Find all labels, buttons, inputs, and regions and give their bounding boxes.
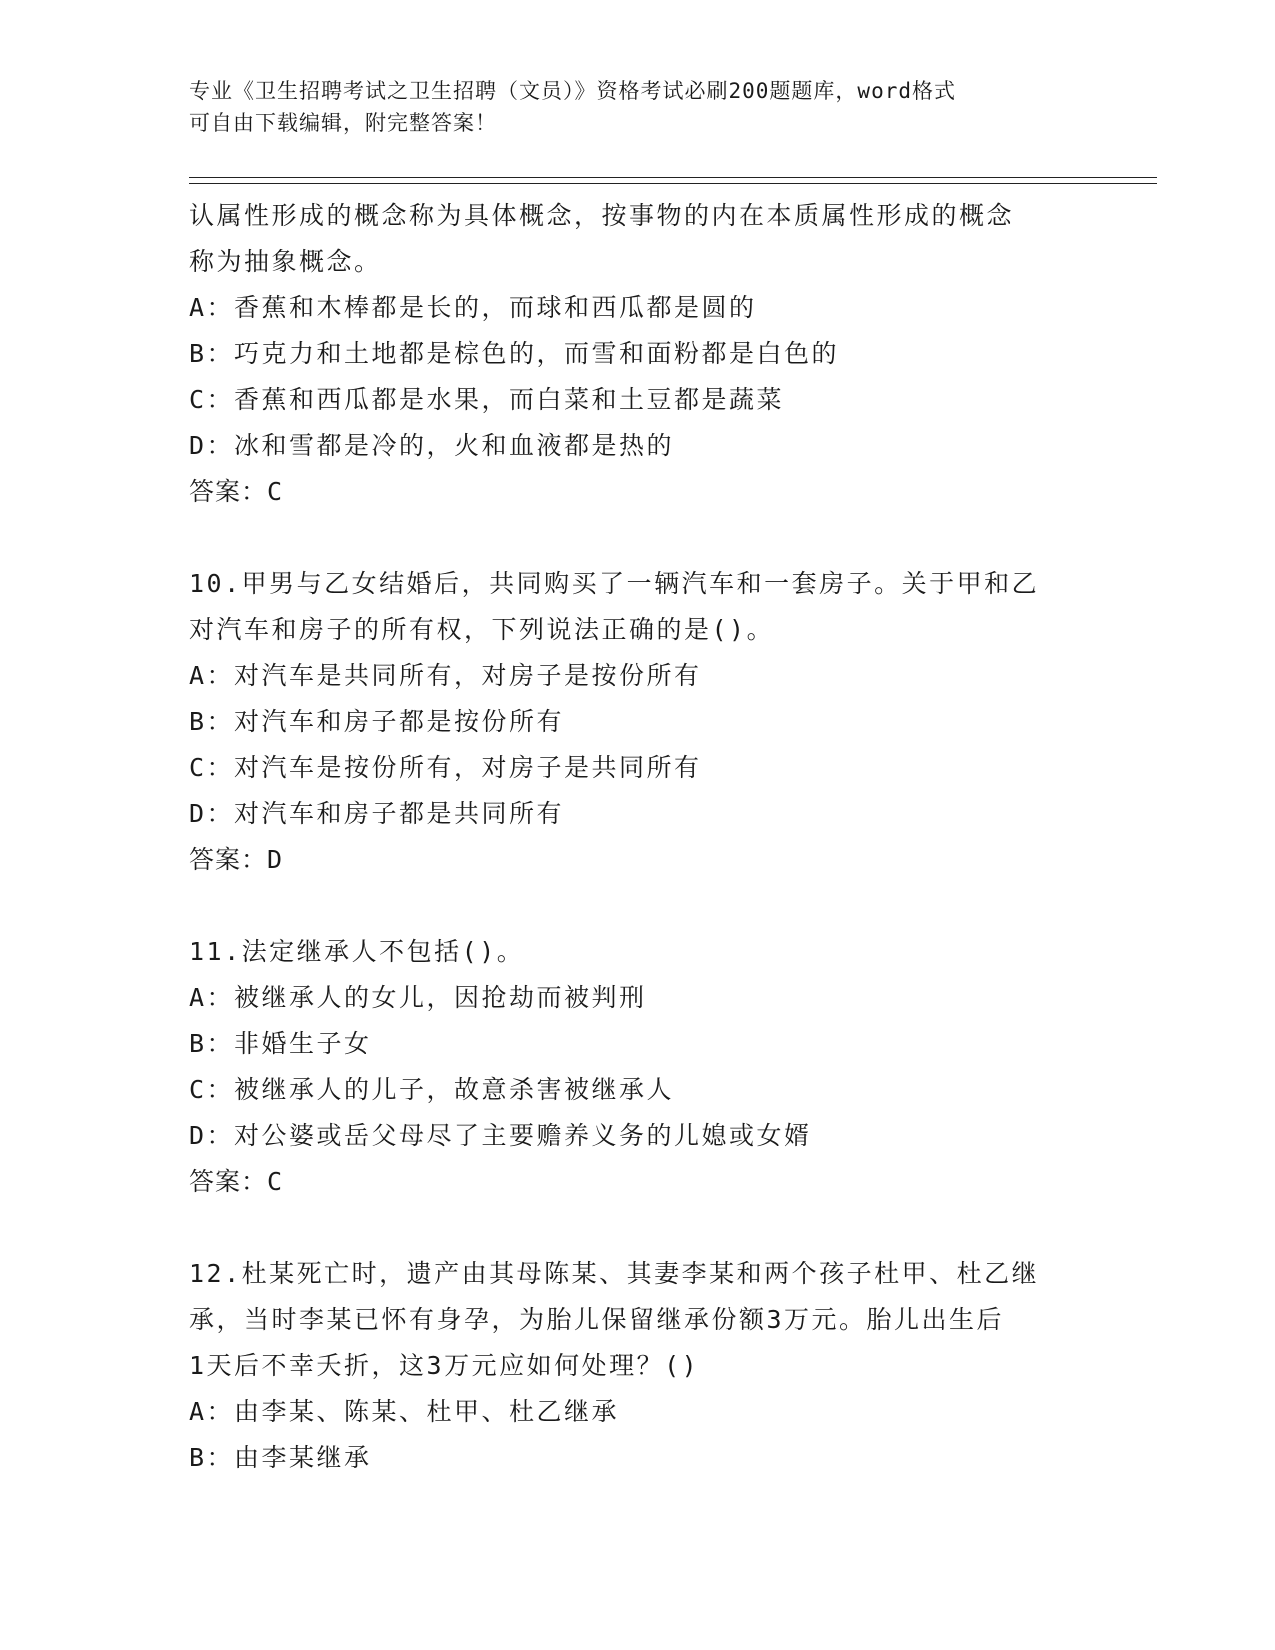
header-line-2: 可自由下载编辑，附完整答案！ <box>189 111 497 135</box>
answer-line: 答案：C <box>189 477 284 506</box>
question-11 <box>189 929 1109 1205</box>
question-stem-line: 1天后不幸夭折，这3万元应如何处理？() <box>189 1351 700 1380</box>
document-header <box>189 75 1089 139</box>
question-12 <box>189 1251 1109 1481</box>
option-c: C：被继承人的儿子，故意杀害被继承人 <box>189 1075 675 1104</box>
header-divider-bottom <box>189 183 1157 184</box>
option-b: B：巧克力和土地都是棕色的，而雪和面粉都是白色的 <box>189 339 840 368</box>
spacer <box>189 883 1109 929</box>
header-line-1: 专业《卫生招聘考试之卫生招聘（文员）》资格考试必刷200题题库，word格式 <box>189 79 956 103</box>
question-stem-line: 对汽车和房子的所有权，下列说法正确的是()。 <box>189 615 775 644</box>
option-c: C：对汽车是按份所有，对房子是共同所有 <box>189 753 702 782</box>
answer-line: 答案：D <box>189 845 284 874</box>
question-stem-line: 称为抽象概念。 <box>189 247 382 276</box>
document-body <box>189 193 1109 1481</box>
option-a: A：对汽车是共同所有，对房子是按份所有 <box>189 661 702 690</box>
option-a: A：香蕉和木棒都是长的，而球和西瓜都是圆的 <box>189 293 757 322</box>
option-d: D：对公婆或岳父母尽了主要赡养义务的儿媳或女婿 <box>189 1121 812 1150</box>
option-a: A：由李某、陈某、杜甲、杜乙继承 <box>189 1397 620 1426</box>
option-b: B：非婚生子女 <box>189 1029 372 1058</box>
answer-line: 答案：C <box>189 1167 284 1196</box>
option-b: B：对汽车和房子都是按份所有 <box>189 707 565 736</box>
question-stem-line: 10.甲男与乙女结婚后，共同购买了一辆汽车和一套房子。关于甲和乙 <box>189 569 1040 598</box>
question-stem-line: 认属性形成的概念称为具体概念，按事物的内在本质属性形成的概念 <box>189 201 1015 230</box>
spacer <box>189 1205 1109 1251</box>
option-c: C：香蕉和西瓜都是水果，而白菜和土豆都是蔬菜 <box>189 385 785 414</box>
question-10 <box>189 561 1109 883</box>
option-d: D：冰和雪都是冷的，火和血液都是热的 <box>189 431 675 460</box>
question-stem-line: 11.法定继承人不包括()。 <box>189 937 525 966</box>
spacer <box>189 515 1109 561</box>
question-9-continued <box>189 193 1109 515</box>
question-stem-line: 12.杜某死亡时，遗产由其母陈某、其妻李某和两个孩子杜甲、杜乙继 <box>189 1259 1040 1288</box>
option-b: B：由李某继承 <box>189 1443 372 1472</box>
header-divider-top <box>189 177 1157 178</box>
question-stem-line: 承，当时李某已怀有身孕，为胎儿保留继承份额3万元。胎儿出生后 <box>189 1305 1005 1334</box>
option-d: D：对汽车和房子都是共同所有 <box>189 799 565 828</box>
option-a: A：被继承人的女儿，因抢劫而被判刑 <box>189 983 647 1012</box>
